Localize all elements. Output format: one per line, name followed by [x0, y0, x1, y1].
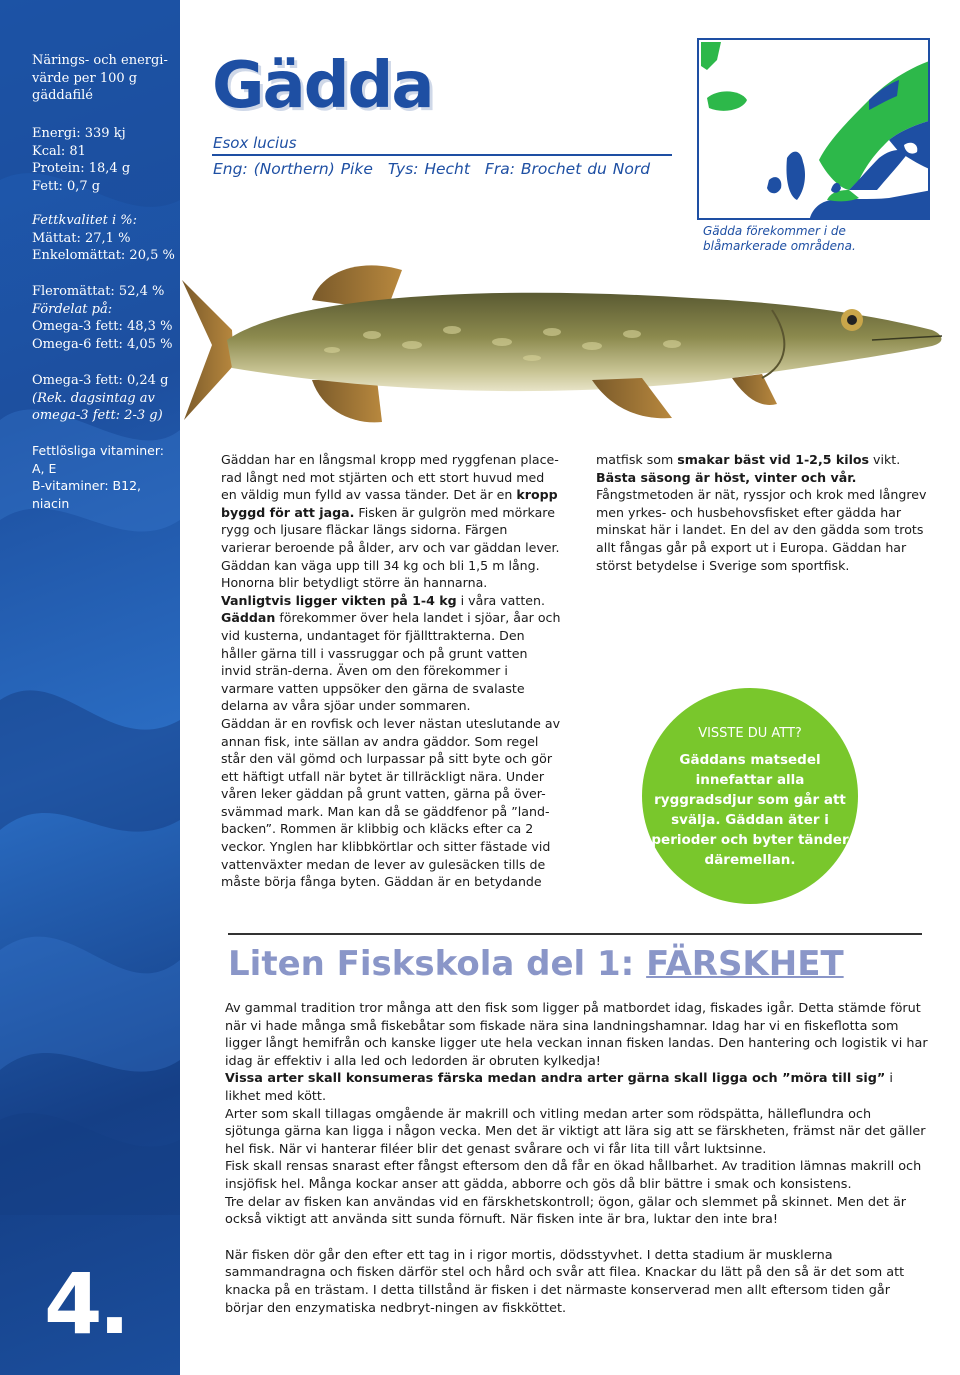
section-p2b: i likhet med kött.	[225, 1071, 893, 1104]
col1-p1a: Gäddan har en långsmal kropp med ryggfenan place-rad långt ned mot stjärten och ett stort huvud med en väldig mun fylld av vassa tänder. Det är en	[221, 452, 559, 503]
fat-value: Fett: 0,7 g	[32, 178, 101, 194]
section-p6: När fisken dör går den efter ett tag in i rigor mortis, dödsstyvhet. I detta stadium är musklerna sammandragna och fisken därför stel och hård och svår att filea. Knackar du lätt på den så är det som att knacka på en trästam. I detta tillstånd är fisken i det närmaste konserverad men allt eftersom tiden går börjar den enzymatiska nedbryt-ningen av fiskköttet.	[225, 1247, 905, 1316]
col2-e: Fångstmetoden är nät, ryssjor och krok med långrev men yrkes- och husbehovsfisket efter gädda har minskat här i landet. En del av den gädda som trots allt fångas går på export ut i Europa. Gäddan har störst betydelse i Sverige som sportfisk.	[596, 487, 927, 573]
fat-quality-label: Fettkvalitet i %:	[32, 213, 138, 228]
nutrition-values	[32, 125, 177, 195]
section-p5: Tre delar av fisken kan användas vid en färskhetskontroll; ögon, gälar och slemmet på skinnet. Men det är också viktigt att använda sitt sunda förnuft. När fisken inte är bra, luktar den inte bra!	[225, 1194, 907, 1228]
sidebar	[0, 0, 180, 1375]
col1-p5: Gäddan är en rovfisk och lever nästan uteslutande av annan fisk, inte sällan av andra gäddor. Som regel står den väl gömd och lurpassar på sitt byte och gör ett häftigt utfall när bytet är tillräckligt nära. Under våren leker gäddan på grunt vatten, gärna på över-svämmad mark. Man kan då se gäddfenor på ”land-backen”. Rommen är klibbig och kläcks efter ca 2 veckor. Ynglen har klibbkörtlar och sitter fästade vid vattenväxter medan de lever av gulesäcken tills de måste börja fånga byten. Gäddan är en betydande	[221, 715, 561, 890]
mono-value: Enkelomättat: 20,5 %	[32, 248, 175, 263]
col2-b: smakar bäst vid 1-2,5 kilos	[677, 452, 870, 467]
section-p1: Av gammal tradition tror många att den fisk som ligger på matbordet idag, fiskades igår. Detta stämde förut när vi hade många små fiskebåtar som fiskade nära sina landningshamnar. Idag har vi en fiskeflotta som ligger långt hemifrån och kanske ligger ute hela veckan innan fisken landas. Den hantering och logistik vi har idag är effektiv i alla led och ledorden är obruten kylkedja!	[225, 1001, 928, 1069]
omega3-grams: Omega-3 fett: 0,24 g	[32, 373, 169, 388]
distribution-map	[697, 38, 930, 220]
omega6-pct: Omega-6 fett: 4,05 %	[32, 336, 173, 352]
section-title	[228, 944, 844, 984]
section-gap	[225, 1229, 930, 1247]
section-p2	[225, 1070, 930, 1105]
europe-map-graphic	[699, 40, 930, 220]
rec-intake-2: omega-3 fett: 2-3 g)	[32, 408, 163, 423]
water-texture	[0, 0, 180, 1375]
protein-value: Protein: 18,4 g	[32, 161, 131, 176]
vitamins-fat: A, E	[32, 460, 57, 476]
saturated-value: Mättat: 27,1 %	[32, 230, 131, 246]
vitamins-b: B-vitaminer: B12,	[32, 478, 142, 493]
vitamins-block	[32, 442, 177, 512]
body-column-left	[221, 451, 561, 891]
section-body	[225, 1000, 930, 1317]
fact-heading: VISSTE DU ATT?	[698, 726, 802, 741]
col1-p1c: Fisken är gulgrön med mörkare rygg och ljusare fläckar längs sidorna. Färgen varierar beroende på ålder, arv och var gäddan lever.	[221, 504, 560, 555]
title-divider	[212, 154, 672, 156]
col1-p2: Gäddan kan väga upp till 34 kg och bli 1,5 m lång.	[221, 557, 540, 573]
vitamins-label: Fettlösliga vitaminer:	[32, 443, 164, 458]
col1-p1b: kropp byggd för att jaga.	[221, 487, 558, 520]
page-title: Gädda	[212, 49, 433, 123]
nutrition-title: Närings- och energi- värde per 100 g gäddafilé	[32, 53, 168, 103]
pike-illustration	[172, 250, 960, 450]
col2-d: Bästa säsong är höst, vinter och vår.	[596, 469, 857, 485]
poly-block	[32, 283, 177, 353]
fact-circle	[642, 688, 858, 904]
col2-c: vikt.	[869, 452, 901, 467]
distributed-label: Fördelat på:	[32, 301, 113, 317]
name-english: Eng: (Northern) Pike	[213, 160, 373, 178]
col1-p3a: Honorna blir betydligt större än hannarna.	[221, 575, 488, 591]
poly-value: Fleromättat: 52,4 %	[32, 284, 165, 299]
section-title-prefix: Liten Fiskskola del 1:	[228, 944, 647, 984]
vitamins-b2: niacin	[32, 495, 70, 511]
map-caption: Gädda förekommer i de blåmarkerade områdena.	[703, 224, 856, 253]
section-title-highlight: FÄRSKHET	[646, 944, 844, 984]
body-column-right	[596, 451, 936, 574]
latin-name: Esox lucius	[213, 134, 297, 152]
energy-value: Energi: 339 kj	[32, 126, 126, 141]
col2-a: matfisk som	[596, 452, 678, 467]
col1-p4a: Gäddan	[221, 610, 276, 626]
rec-intake-1: (Rek. dagsintag av	[32, 390, 155, 406]
section-p4: Fisk skall rensas snarast efter fångst eftersom den då får en ökad hållbarhet. Av tradition lämnas makrill och insjöfisk hel. Många kockar anser att gädda, abborre och gös då blir bättre i smak och konsistens.	[225, 1159, 922, 1192]
common-names	[213, 160, 659, 178]
section-p3: Arter som skall tillagas omgående är makrill och vitling medan arter som rödspätta, hälleflundra och sjötunga gärna kan ligga i någon vecka. Men det är viktigt att lära sig att se färskheten, främst när det gäller hel fisk. När vi hanterar filéer blir det genast svårare och vi får lita till vårt luktsinne.	[225, 1106, 926, 1157]
col1-p4b: förekommer över hela landet i sjöar, åar och vid kusterna, undantaget för fjällttrakterna. Den håller gärna till i vassruggar och på grunt vatten invid strän-derna. Även om den förekommer i varmare vatten uppsöker den gärna de svalaste delarna av våra sjöar under sommaren.	[221, 610, 561, 714]
col1-p3b: Vanligtvis ligger vikten på 1-4 kg	[221, 592, 457, 608]
col1-p3c: i våra vatten.	[456, 592, 545, 608]
fat-quality	[32, 212, 177, 265]
omega3-pct: Omega-3 fett: 48,3 %	[32, 319, 173, 334]
fact-text: Gäddans matsedel innefattar alla ryggradsdjur som går att svälja. Gäddan äter i perioder och byter tänder däremellan.	[651, 752, 849, 868]
section-divider	[228, 933, 922, 935]
name-french: Fra: Brochet du Nord	[484, 160, 651, 178]
page-number: 4.	[44, 1255, 127, 1353]
kcal-value: Kcal: 81	[32, 143, 86, 159]
section-p2a: Vissa arter skall konsumeras färska medan andra arter gärna skall ligga och ”möra till sig”	[225, 1071, 886, 1087]
omega3-block	[32, 372, 177, 425]
name-german: Tys: Hecht	[387, 160, 470, 178]
